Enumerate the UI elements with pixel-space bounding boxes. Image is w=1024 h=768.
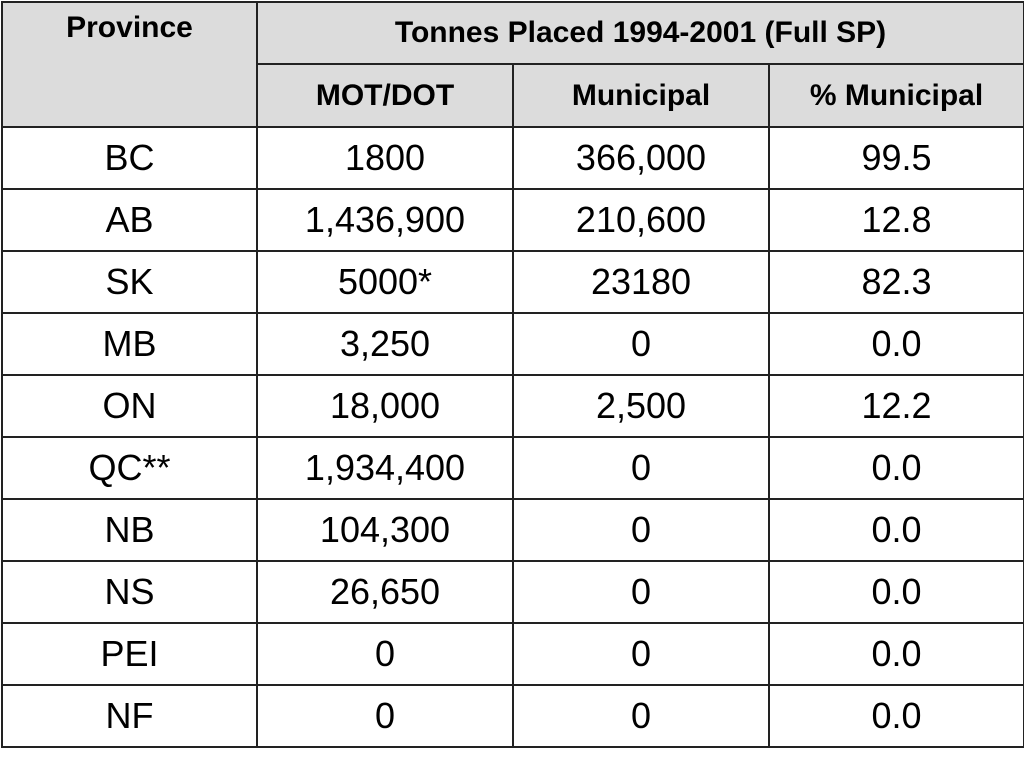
table-row: [2, 685, 1024, 747]
province-cell: BC: [2, 127, 257, 189]
pct-municipal-cell: 0.0: [769, 437, 1024, 499]
tonnes-placed-table: [1, 1, 1024, 748]
province-cell: NB: [2, 499, 257, 561]
province-cell: QC**: [2, 437, 257, 499]
mot-dot-cell: 3,250: [257, 313, 513, 375]
mot-dot-cell: 1,934,400: [257, 437, 513, 499]
province-cell: MB: [2, 313, 257, 375]
pct-municipal-cell: 99.5: [769, 127, 1024, 189]
table-row: [2, 623, 1024, 685]
header-row-group: [2, 2, 1024, 64]
municipal-header: Municipal: [513, 64, 769, 127]
mot-dot-cell: 0: [257, 623, 513, 685]
municipal-cell: 0: [513, 685, 769, 747]
table-row: [2, 499, 1024, 561]
municipal-cell: 210,600: [513, 189, 769, 251]
mot-dot-cell: 0: [257, 685, 513, 747]
province-cell: PEI: [2, 623, 257, 685]
pct-municipal-cell: 0.0: [769, 685, 1024, 747]
tonnes-placed-group-header: Tonnes Placed 1994-2001 (Full SP): [257, 2, 1024, 64]
mot-dot-cell: 104,300: [257, 499, 513, 561]
table-row: [2, 251, 1024, 313]
pct-municipal-cell: 0.0: [769, 623, 1024, 685]
mot-dot-cell: 18,000: [257, 375, 513, 437]
pct-municipal-cell: 0.0: [769, 499, 1024, 561]
municipal-cell: 0: [513, 561, 769, 623]
municipal-cell: 366,000: [513, 127, 769, 189]
pct-municipal-cell: 12.2: [769, 375, 1024, 437]
province-cell: NF: [2, 685, 257, 747]
province-cell: AB: [2, 189, 257, 251]
municipal-cell: 0: [513, 313, 769, 375]
municipal-cell: 0: [513, 623, 769, 685]
province-header: Province: [2, 2, 257, 127]
mot-dot-cell: 1800: [257, 127, 513, 189]
pct-municipal-cell: 0.0: [769, 561, 1024, 623]
municipal-cell: 2,500: [513, 375, 769, 437]
province-cell: ON: [2, 375, 257, 437]
pct-municipal-header: % Municipal: [769, 64, 1024, 127]
table-row: [2, 437, 1024, 499]
pct-municipal-cell: 12.8: [769, 189, 1024, 251]
municipal-cell: 0: [513, 437, 769, 499]
table-row: [2, 375, 1024, 437]
mot-dot-cell: 1,436,900: [257, 189, 513, 251]
table-row: [2, 127, 1024, 189]
province-cell: SK: [2, 251, 257, 313]
municipal-cell: 23180: [513, 251, 769, 313]
table-row: [2, 561, 1024, 623]
municipal-cell: 0: [513, 499, 769, 561]
pct-municipal-cell: 82.3: [769, 251, 1024, 313]
province-cell: NS: [2, 561, 257, 623]
mot-dot-cell: 26,650: [257, 561, 513, 623]
table-row: [2, 313, 1024, 375]
table-row: [2, 189, 1024, 251]
pct-municipal-cell: 0.0: [769, 313, 1024, 375]
mot-dot-cell: 5000*: [257, 251, 513, 313]
mot-dot-header: MOT/DOT: [257, 64, 513, 127]
